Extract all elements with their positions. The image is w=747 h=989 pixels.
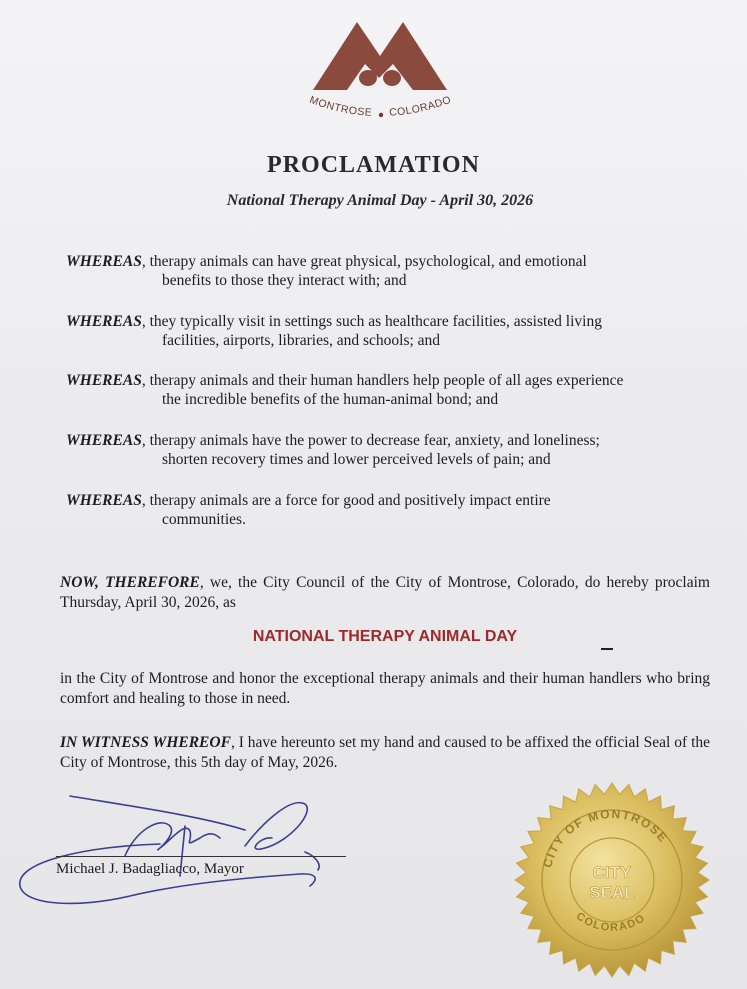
city-seal [512,780,712,980]
svg-text:COLORADO [389,94,453,119]
svg-text:MONTROSE [308,94,373,119]
therefore-text: , we, the City Council of the City of Montrose, Colorado, do hereby proclaim Thursday, April 30, 2026, as [60,574,710,611]
whereas-clause: WHEREAS, therapy animals and their human handlers help people of all ages experience the incredible benefits of the human-animal bond; and [66,371,706,409]
seal-top-text: CITY OF MONTROSE [540,806,671,870]
therefore-paragraph [60,573,710,613]
whereas-line: the incredible benefits of the human-animal bond; and [162,391,499,408]
stray-mark [601,648,613,650]
whereas-line: therapy animals and their human handlers help people of all ages experience [149,372,624,389]
signature-line [56,856,346,857]
whereas-clause: WHEREAS, therapy animals can have great physical, psychological, and emotional benefits to those they interact with; and [66,252,706,290]
whereas-clause: WHEREAS, they typically visit in settings such as healthcare facilities, assisted living facilities, airports, libraries, and schools; and [66,312,706,350]
whereas-keyword: WHEREAS [66,432,142,449]
whereas-keyword: WHEREAS [66,313,142,330]
document-title: PROCLAMATION [267,152,480,178]
logo-text-left: MONTROSE [307,93,373,119]
whereas-keyword: WHEREAS [66,372,142,389]
therefore-keyword: NOW, THEREFORE [60,574,200,591]
witness-text: , I have hereunto set my hand and caused to be affixed the official Seal of the City of Montrose, this 5th day of May, 2026. [60,734,710,771]
whereas-line: communities. [162,511,246,528]
proclaimed-day-heading: NATIONAL THERAPY ANIMAL DAY [252,628,518,645]
witness-paragraph [60,733,710,773]
seal-center-line2: SEAL [589,883,635,902]
whereas-line: facilities, airports, libraries, and schools; and [162,332,441,349]
whereas-line: benefits to those they interact with; and [162,272,407,289]
seal-center-line1: CITY [592,863,632,882]
whereas-clause: WHEREAS, therapy animals are a force for good and positively impact entire communities. [66,491,706,529]
mayor-signature [10,786,370,916]
honor-paragraph: in the City of Montrose and honor the exceptional therapy animals and their human handlers who bring comfort and healing to those in need. [60,670,710,707]
whereas-line: therapy animals can have great physical, psychological, and emotional [149,253,587,270]
witness-keyword: IN WITNESS WHEREOF [60,734,231,751]
logo-text-right: COLORADO [388,93,453,119]
whereas-keyword: WHEREAS [66,253,142,270]
whereas-keyword: WHEREAS [66,492,142,509]
whereas-line: therapy animals have the power to decrease fear, anxiety, and loneliness; [149,432,600,449]
montrose-logo [295,14,465,126]
whereas-clause: WHEREAS, therapy animals have the power to decrease fear, anxiety, and loneliness; shorten recovery times and lower perceived levels of pain; and [66,431,706,469]
whereas-line: therapy animals are a force for good and positively impact entire [149,492,551,509]
document-subtitle: National Therapy Animal Day - April 30, 2026 [226,192,534,209]
signatory-name: Michael J. Badagliacco, Mayor [56,861,244,877]
seal-bottom-text: COLORADO [573,910,648,934]
whereas-line: shorten recovery times and lower perceived levels of pain; and [162,451,551,468]
whereas-line: they typically visit in settings such as healthcare facilities, assisted living [149,313,602,330]
